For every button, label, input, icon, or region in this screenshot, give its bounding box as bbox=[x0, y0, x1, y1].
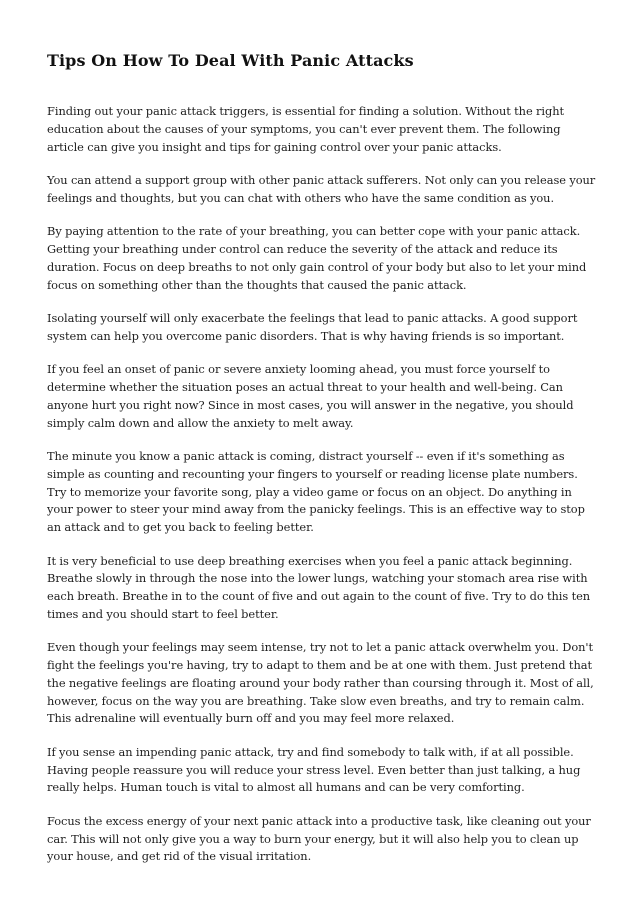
paragraph: By paying attention to the rate of your breathing, you can better cope with your panic attack. Getting your breathing under control can reduce the severity of the attack and reduce its duration. Focus on deep breaths to not only gain control of your body but also to let your mind focus on something other than the thoughts that caused the panic attack. bbox=[47, 224, 587, 292]
paragraph: Isolating yourself will only exacerbate the feelings that lead to panic attacks. A good support system can help you overcome panic disorders. That is why having friends is so important. bbox=[47, 310, 578, 343]
paragraph: Focus the excess energy of your next panic attack into a productive task, like cleaning out your car. This will not only give you a way to burn your energy, but it will also help you to clean up your house, and get rid of the visual irritation. bbox=[47, 813, 591, 864]
paragraph: If you sense an impending panic attack, try and find somebody to talk with, if at all possible. Having people reassure you will reduce your stress level. Even better than just talking, a hug really helps. Human touch is vital to almost all humans and can be very comforting. bbox=[47, 744, 581, 795]
paragraph: If you feel an onset of panic or severe anxiety looming ahead, you must force yourself to determine whether the situation poses an actual threat to your health and well-being. Can anyone hurt you right now? Since in most cases, you will answer in the negative, you should simply calm down and allow the anxiety to melt away. bbox=[47, 362, 574, 430]
document-title: Tips On How To Deal With Panic Attacks bbox=[47, 51, 414, 70]
paragraph: You can attend a support group with other panic attack sufferers. Not only can you release your feelings and thoughts, but you can chat with others who have the same condition as you. bbox=[47, 172, 596, 205]
paragraph: It is very beneficial to use deep breathing exercises when you feel a panic attack beginning. Breathe slowly in through the nose into the lower lungs, watching your stomach area rise with each breath. Breathe in to the count of five and out again to the count of five. Try to do this ten times and you should start to feel better. bbox=[47, 553, 591, 621]
paragraph: Even though your feelings may seem intense, try not to let a panic attack overwhelm you. Don't fight the feelings you're having, try to adapt to them and be at one with them. Just pretend that the negative feelings are floating around your body rather than coursing through it. Most of all, however, focus on the way you are breathing. Take slow even breaths, and try to remain calm. This adrenaline will eventually burn off and you may feel more relaxed. bbox=[47, 640, 594, 726]
document-body bbox=[47, 103, 598, 866]
paragraph: Finding out your panic attack triggers, is essential for finding a solution. Without the right education about the causes of your symptoms, you can't ever prevent them. The following article can give you insight and tips for gaining control over your panic attacks. bbox=[47, 104, 565, 154]
paragraph: The minute you know a panic attack is coming, distract yourself -- even if it's something as simple as counting and recounting your fingers to yourself or reading license plate numbers. Try to memorize your favorite song, play a video game or focus on an object. Do anything in your power to steer your mind away from the panicky feelings. This is an effective way to stop an attack and to get you back to feeling better. bbox=[47, 448, 585, 535]
